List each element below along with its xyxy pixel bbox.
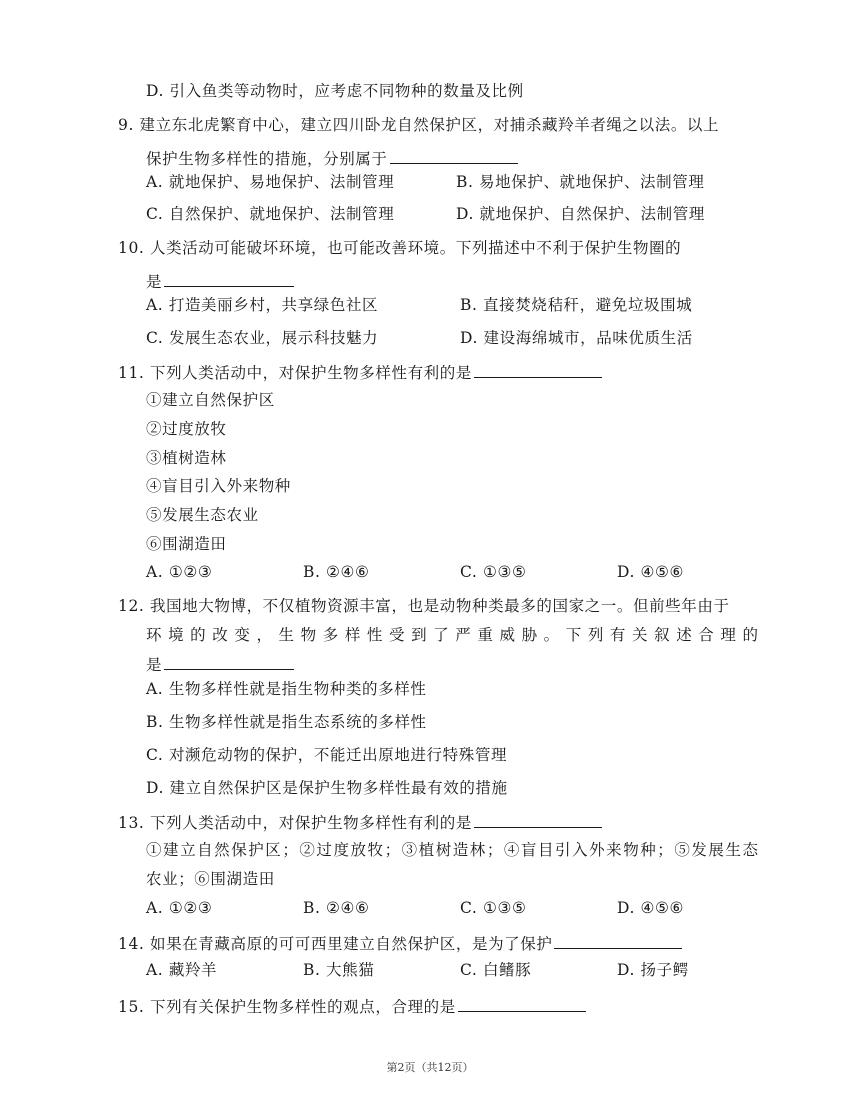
q12-option-a: A. 生物多样性就是指生物种类的多样性: [146, 680, 427, 698]
q13-stem-line2: ①建立自然保护区；②过度放牧；③植树造林；④盲目引入外来物种；⑤发展生态: [146, 841, 758, 859]
q11-stem-line1: [118, 361, 602, 383]
q11-item: ⑤发展生态农业: [146, 506, 259, 524]
q12-stem-line2: 环境的改变，生物多样性受到了严重威胁。下列有关叙述合理的: [146, 626, 758, 644]
q14-option-d: D. 扬子鳄: [617, 961, 689, 979]
q12-stem-line1: 12. 我国地大物博，不仅植物资源丰富，也是动物种类最多的国家之一。但前些年由于: [118, 597, 730, 615]
q15-stem-line1: [118, 995, 586, 1017]
q10-option-d: D. 建设海绵城市，品味优质生活: [460, 329, 693, 347]
q11-option-d: D. ④⑤⑥: [617, 563, 685, 581]
q13-option-d: D. ④⑤⑥: [617, 899, 685, 917]
page-footer: 第2页（共12页）: [386, 1061, 474, 1074]
q9-stem-text: 保护生物多样性的措施，分别属于: [146, 150, 388, 168]
q10-option-a: A. 打造美丽乡村，共享绿色社区: [146, 296, 379, 314]
q10-option-c: C. 发展生态农业，展示科技魅力: [146, 329, 379, 347]
q14-option-b: B. 大熊猫: [303, 961, 375, 979]
q11-option-c: C. ①③⑤: [460, 563, 527, 581]
q11-item: ⑥围湖造田: [146, 535, 227, 553]
q11-stem-text: 11. 下列人类活动中，对保护生物多样性有利的是: [118, 364, 472, 382]
q9-option-b: B. 易地保护、就地保护、法制管理: [456, 173, 705, 191]
answer-blank: [458, 995, 586, 1012]
q12-stem-line3: [146, 653, 294, 675]
q11-option-b: B. ②④⑥: [303, 563, 370, 581]
q14-option-c: C. 白鳍豚: [460, 961, 532, 979]
q14-stem-line1: [118, 932, 682, 954]
q12-stem-text: 是: [146, 656, 163, 674]
q11-item: ②过度放牧: [146, 420, 227, 438]
q11-item: ③植树造林: [146, 449, 227, 467]
q12-option-b: B. 生物多样性就是指生态系统的多样性: [146, 713, 427, 731]
q13-stem-line1: [118, 811, 602, 833]
answer-blank: [164, 653, 294, 670]
q11-option-a: A. ①②③: [146, 563, 213, 581]
answer-blank: [390, 147, 518, 164]
q15-stem-text: 15. 下列有关保护生物多样性的观点，合理的是: [118, 998, 456, 1016]
q10-stem-line2: [146, 270, 294, 292]
q14-option-a: A. 藏羚羊: [146, 961, 218, 979]
answer-blank: [474, 361, 602, 378]
q9-option-a: A. 就地保护、易地保护、法制管理: [146, 173, 395, 191]
q9-stem-line1: 9. 建立东北虎繁育中心，建立四川卧龙自然保护区，对捕杀藏羚羊者绳之以法。以上: [118, 116, 720, 134]
q13-option-b: B. ②④⑥: [303, 899, 370, 917]
q14-stem-text: 14. 如果在青藏高原的可可西里建立自然保护区，是为了保护: [118, 935, 553, 953]
q8-option-d: D. 引入鱼类等动物时，应考虑不同物种的数量及比例: [146, 82, 524, 100]
q13-option-a: A. ①②③: [146, 899, 213, 917]
q10-stem-line1: 10. 人类活动可能破坏环境，也可能改善环境。下列描述中不利于保护生物圈的: [118, 239, 682, 257]
q11-item: ①建立自然保护区: [146, 391, 275, 409]
q12-option-d: D. 建立自然保护区是保护生物多样性最有效的措施: [146, 779, 508, 797]
answer-blank: [474, 811, 602, 828]
q13-option-c: C. ①③⑤: [460, 899, 527, 917]
answer-blank: [554, 932, 682, 949]
q13-stem-line3: 农业；⑥围湖造田: [146, 870, 275, 888]
q9-stem-line2: [146, 147, 518, 169]
q11-item: ④盲目引入外来物种: [146, 477, 291, 495]
q9-option-d: D. 就地保护、自然保护、法制管理: [456, 205, 705, 223]
q12-option-c: C. 对濒危动物的保护，不能迁出原地进行特殊管理: [146, 746, 508, 764]
answer-blank: [164, 270, 294, 287]
q13-stem-text: 13. 下列人类活动中，对保护生物多样性有利的是: [118, 814, 472, 832]
q10-option-b: B. 直接焚烧秸秆，避免垃圾围城: [460, 296, 693, 314]
q9-option-c: C. 自然保护、就地保护、法制管理: [146, 205, 395, 223]
q10-stem-text: 是: [146, 273, 163, 291]
